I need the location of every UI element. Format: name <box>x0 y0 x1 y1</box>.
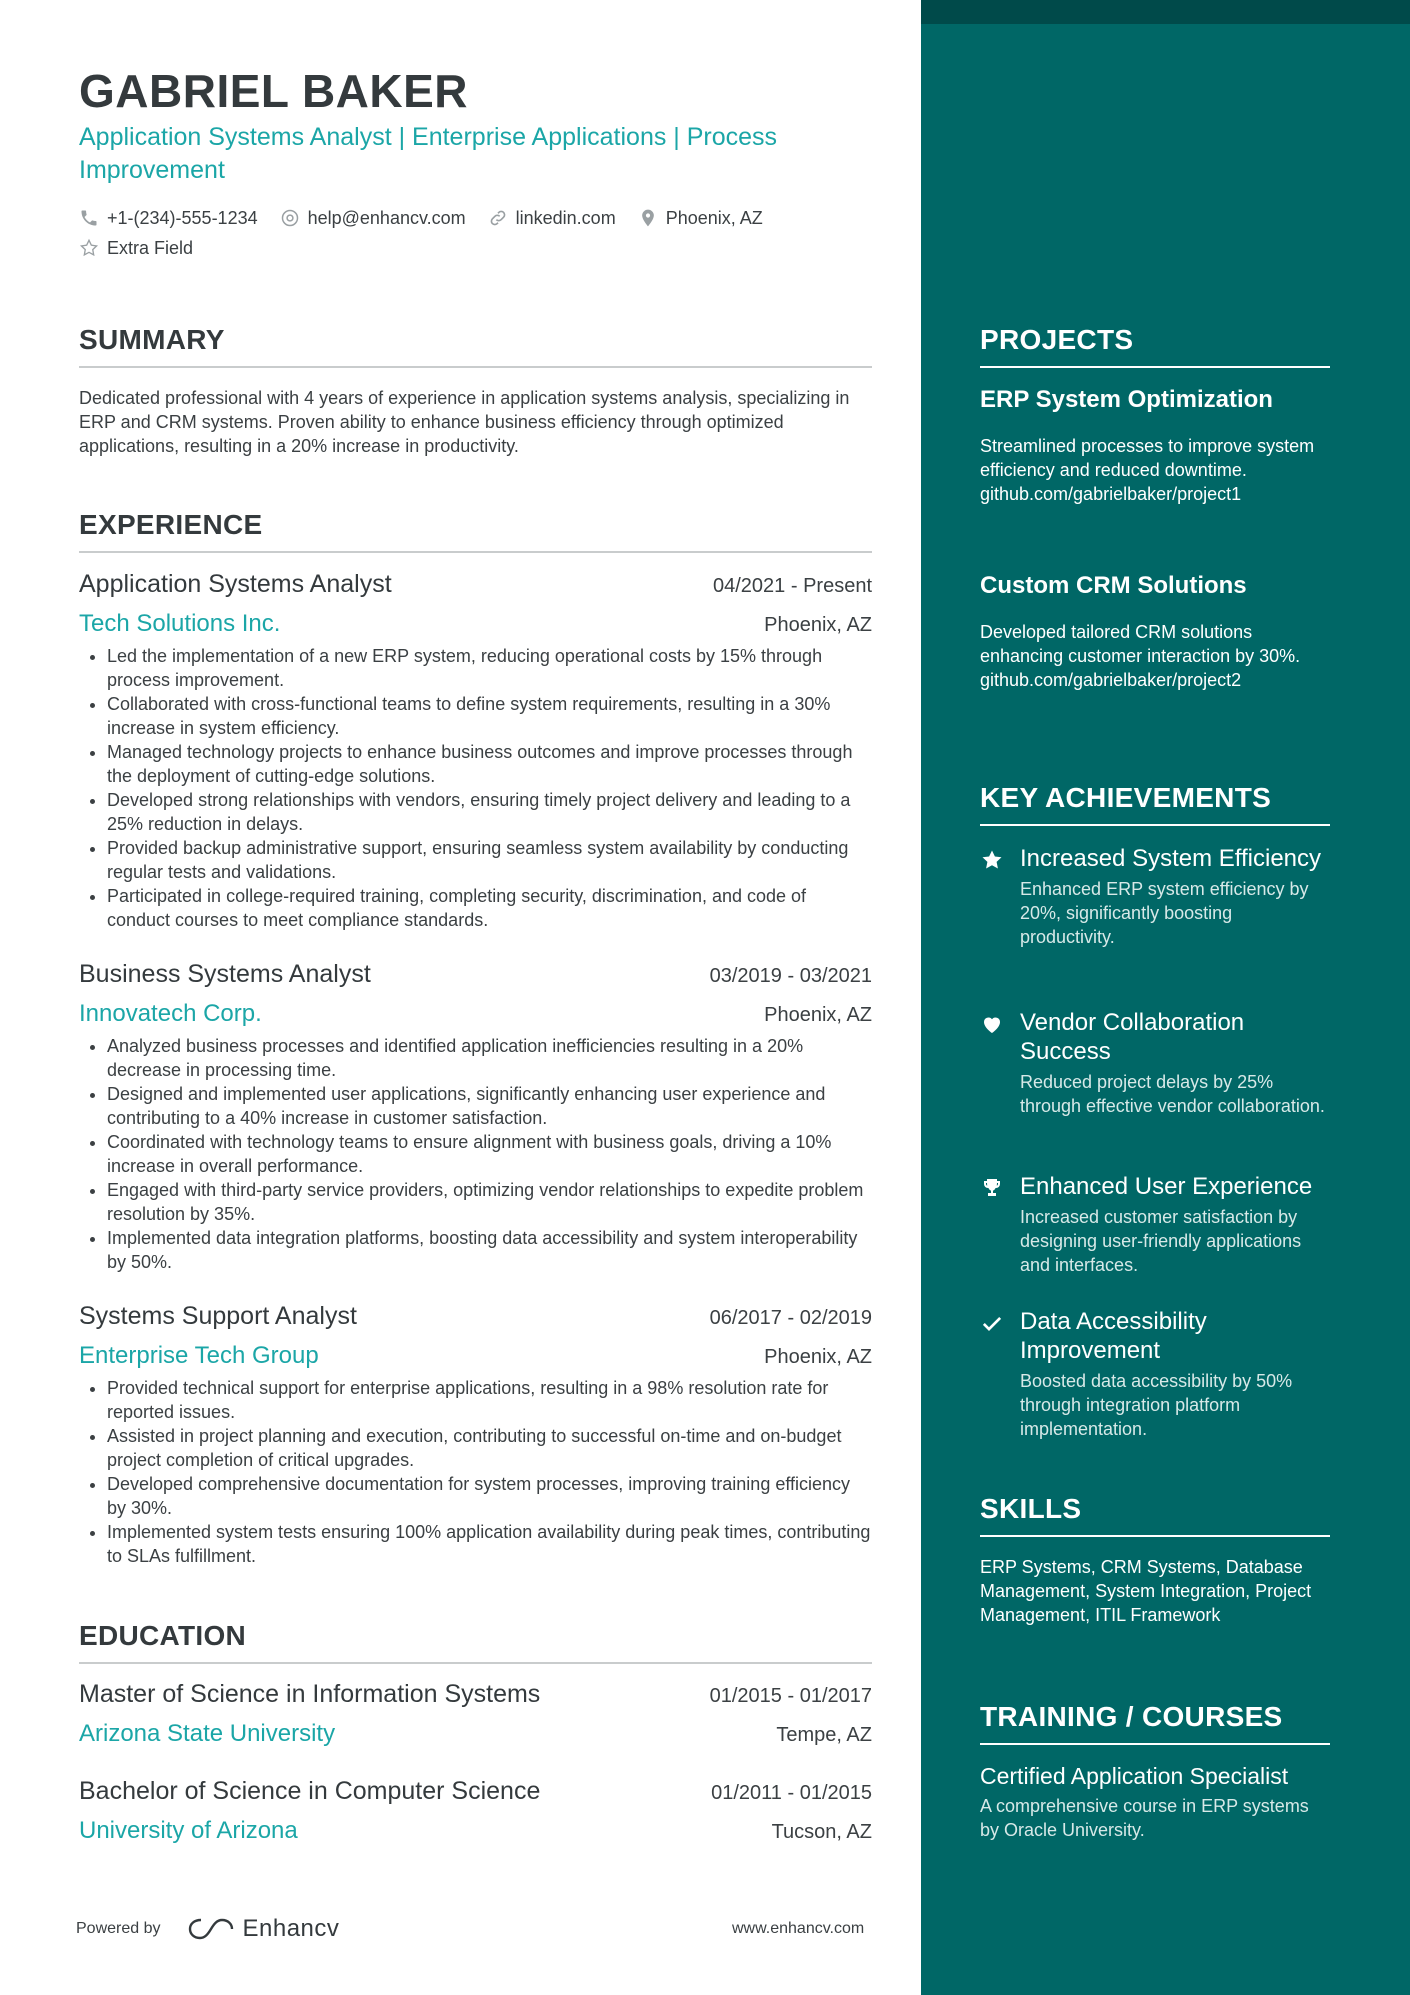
job-title: Systems Support Analyst <box>79 1302 357 1330</box>
email-text: help@enhancv.com <box>307 207 466 228</box>
bullet: • Collaborated with cross-functional teams to define system requirements, resulting in a 30% increase in system efficiency. <box>107 692 872 740</box>
job-location: Phoenix, AZ <box>764 1346 872 1368</box>
achievement-item <box>980 844 1330 949</box>
bullet: • Provided technical support for enterprise applications, resulting in a 98% resolution rate for reported issues. <box>107 1376 872 1424</box>
project-item <box>980 386 1330 506</box>
phone-text: +1-(234)-555-1234 <box>107 207 258 228</box>
sidebar-top-bar <box>921 0 1410 24</box>
course-name: Certified Application Specialist <box>980 1763 1289 1789</box>
company-name: Innovatech Corp. <box>79 1000 262 1027</box>
bullet: • Managed technology projects to enhance business outcomes and improve processes through the deployment of cutting-edge solutions. <box>107 740 872 788</box>
at-icon <box>280 208 300 228</box>
experience-item <box>79 570 872 932</box>
achievement-item <box>980 1307 1330 1441</box>
checkmark-icon <box>980 1311 1004 1335</box>
bullet: • Implemented data integration platforms, boosting data accessibility and system interoperability by 50%. <box>107 1226 872 1274</box>
bullet: • Developed comprehensive documentation for system processes, improving training efficiency by 30%. <box>107 1472 872 1520</box>
job-bullets <box>79 1034 872 1274</box>
bullet: • Implemented system tests ensuring 100% application availability during peak times, contributing to SLAs fulfillment. <box>107 1520 872 1568</box>
skills-text: ERP Systems, CRM Systems, Database Management, System Integration, Project Management, ITIL Framework <box>980 1557 1312 1625</box>
project-name: ERP System Optimization <box>980 386 1273 413</box>
achievement-item <box>980 1008 1330 1118</box>
experience-item <box>79 960 872 1274</box>
bullet: • Provided backup administrative support, ensuring seamless system availability by conducting regular tests and validations. <box>107 836 872 884</box>
headline: Application Systems Analyst | Enterprise Applications | Process Improvement <box>79 123 778 184</box>
experience-heading: EXPERIENCE <box>79 509 872 553</box>
contact-linkedin[interactable] <box>488 208 616 229</box>
training-heading: TRAINING / COURSES <box>980 1701 1330 1745</box>
achievement-desc: Reduced project delays by 25% through effective vendor collaboration. <box>1020 1072 1325 1116</box>
bullet: • Engaged with third-party service providers, optimizing vendor relationships to expedite problem resolution by 35%. <box>107 1178 872 1226</box>
school-name: University of Arizona <box>79 1817 298 1844</box>
job-location: Phoenix, AZ <box>764 1004 872 1026</box>
achievement-title: Enhanced User Experience <box>1020 1173 1313 1200</box>
achievements-heading: KEY ACHIEVEMENTS <box>980 782 1330 826</box>
job-title: Application Systems Analyst <box>79 570 392 598</box>
candidate-name: GABRIEL BAKER <box>79 65 469 117</box>
bullet: • Developed strong relationships with vendors, ensuring timely project delivery and leading to a 25% reduction in delays. <box>107 788 872 836</box>
job-location: Phoenix, AZ <box>764 614 872 636</box>
contact-info <box>79 206 879 266</box>
star-outline-icon <box>79 238 99 258</box>
bullet: • Coordinated with technology teams to ensure alignment with business goals, driving a 10% increase in overall performance. <box>107 1130 872 1178</box>
contact-email[interactable] <box>280 208 466 229</box>
education-item <box>79 1680 872 1752</box>
bullet: • Assisted in project planning and execution, contributing to successful on-time and on-budget project completion of critical upgrades. <box>107 1424 872 1472</box>
contact-location <box>638 208 763 229</box>
location-pin-icon <box>638 208 658 228</box>
contact-phone <box>79 208 258 229</box>
education-heading: EDUCATION <box>79 1620 872 1664</box>
project-desc: Streamlined processes to improve system efficiency and reduced downtime. <box>980 436 1315 480</box>
job-bullets <box>79 644 872 932</box>
achievement-title: Data Accessibility Improvement <box>1020 1308 1207 1364</box>
project-link[interactable]: github.com/gabrielbaker/project1 <box>980 484 1242 504</box>
company-name: Tech Solutions Inc. <box>79 610 281 637</box>
achievement-desc: Boosted data accessibility by 50% through integration platform implementation. <box>1020 1371 1293 1439</box>
achievement-desc: Enhanced ERP system efficiency by 20%, significantly boosting productivity. <box>1020 879 1309 947</box>
bullet: • Analyzed business processes and identified application inefficiencies resulting in a 20% decrease in processing time. <box>107 1034 872 1082</box>
heart-icon <box>980 1012 1004 1036</box>
bullet: • Led the implementation of a new ERP system, reducing operational costs by 15% through process improvement. <box>107 644 872 692</box>
education-item <box>79 1777 872 1849</box>
phone-icon <box>79 208 99 228</box>
degree: Master of Science in Information Systems <box>79 1680 541 1708</box>
bullet: • Participated in college-required training, completing security, discrimination, and code of conduct courses to meet compliance standards. <box>107 884 872 932</box>
achievement-item <box>980 1172 1330 1277</box>
achievement-desc: Increased customer satisfaction by designing user-friendly applications and interfaces. <box>1020 1207 1302 1275</box>
linkedin-text: linkedin.com <box>515 207 616 228</box>
company-name: Enterprise Tech Group <box>79 1342 319 1369</box>
enhancv-logo-icon <box>187 1916 235 1942</box>
degree: Bachelor of Science in Computer Science <box>79 1777 541 1805</box>
star-icon <box>980 848 1004 872</box>
edu-location: Tempe, AZ <box>776 1724 872 1746</box>
job-date: 03/2019 - 03/2021 <box>709 965 872 987</box>
project-desc: Developed tailored CRM solutions enhancing customer interaction by 30%. <box>980 622 1301 666</box>
location-text: Phoenix, AZ <box>665 207 763 228</box>
skills-heading: SKILLS <box>980 1493 1330 1537</box>
brand-name: Enhancv <box>242 1915 340 1942</box>
trophy-icon <box>980 1176 1004 1200</box>
experience-item <box>79 1302 872 1568</box>
job-title: Business Systems Analyst <box>79 960 371 988</box>
bullet: • Designed and implemented user applications, significantly enhancing user experience and contributing to a 40% increase in customer satisfaction. <box>107 1082 872 1130</box>
powered-by <box>76 1915 339 1943</box>
project-item <box>980 572 1330 692</box>
school-name: Arizona State University <box>79 1720 336 1747</box>
achievement-title: Increased System Efficiency <box>1020 845 1322 872</box>
edu-date: 01/2011 - 01/2015 <box>711 1782 872 1804</box>
enhancv-logo[interactable] <box>187 1915 340 1943</box>
summary-text: Dedicated professional with 4 years of experience in application systems analysis, specializing in ERP and CRM systems. Proven ability to enhance business efficiency through optimized applications, resulting in a 20% increase in productivity. <box>79 388 850 456</box>
job-date: 04/2021 - Present <box>713 575 872 597</box>
contact-extra <box>79 238 193 259</box>
job-date: 06/2017 - 02/2019 <box>709 1307 872 1329</box>
achievement-title: Vendor Collaboration Success <box>1020 1009 1245 1065</box>
edu-location: Tucson, AZ <box>771 1821 872 1843</box>
course-item <box>980 1763 1330 1842</box>
link-icon <box>488 208 508 228</box>
project-name: Custom CRM Solutions <box>980 572 1247 599</box>
sidebar <box>921 0 1410 1995</box>
job-bullets <box>79 1376 872 1568</box>
course-desc: A comprehensive course in ERP systems by Oracle University. <box>980 1796 1309 1840</box>
summary-heading: SUMMARY <box>79 324 872 368</box>
projects-heading: PROJECTS <box>980 324 1330 368</box>
edu-date: 01/2015 - 01/2017 <box>709 1685 872 1707</box>
project-link[interactable]: github.com/gabrielbaker/project2 <box>980 670 1242 690</box>
extra-text: Extra Field <box>107 237 194 258</box>
footer-url[interactable]: www.enhancv.com <box>732 1920 865 1937</box>
powered-by-text: Powered by <box>76 1920 161 1937</box>
